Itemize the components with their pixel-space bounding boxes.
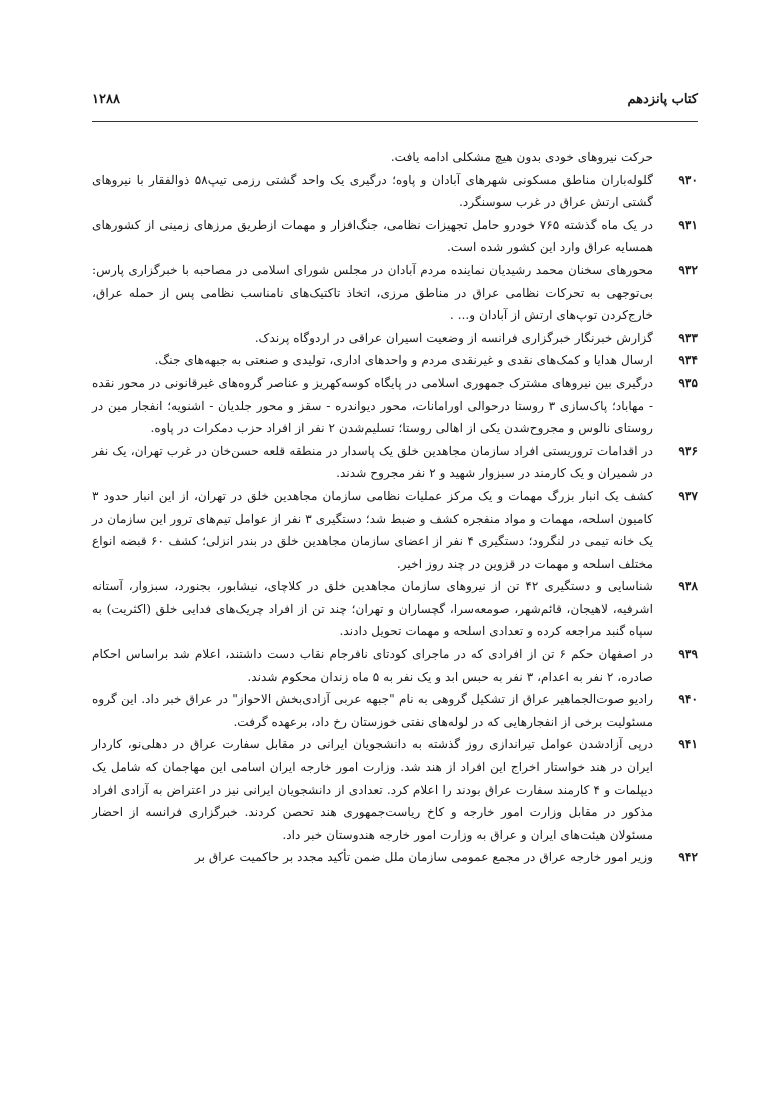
item-text: در یک ماه گذشته ۷۶۵ خودرو حامل تجهیزات نظامی، جنگ‌افزار و مهمات ازطریق مرزهای زمینی از کشورهای همسایه عراق وارد این کشور شده است. <box>92 217 654 255</box>
book-title: کتاب پانزدهم <box>627 92 698 107</box>
item-number: ۹۳۵ <box>678 375 698 390</box>
item-number: ۹۴۲ <box>678 850 698 865</box>
item-text: کشف یک انبار بزرگ مهمات و یک مرکز عملیات نظامی سازمان مجاهدین خلق در تهران، از این انبار حدود ۳ کامیون اسلحه، مهمات و مواد منفجره کشف و ضبط شد؛ دستگیری ۳ نفر از عوامل تیم‌های ترور این سازمان در یک خانه تیمی در لنگرود؛ دستگیری ۴ نفر از اعضای سازمان مجاهدین خلق در بندر انزلی؛ کشف ۶۰ قبضه انواع مختلف اسلحه و مهمات در قزوین در چند روز اخیر. <box>92 488 653 571</box>
item-text: درپی آزادشدن عوامل تیراندازی روز گذشته به دانشجویان ایرانی در مقابل سفارت عراق در دهلی‌نو، کاردار ایران در هند خواستار اخراج این افراد از هند شد. وزارت امور خارجه ایران اسامی این مهاجمان که شامل یک دیپلمات و ۴ کارمند سفارت عراق بودند را اعلام کرد. تعدادی از دانشجویان ایرانی نیز در اعتراض به آزادی افراد مذکور در مقابل وزارت امور خارجه و کاخ ریاست‌جمهوری هند تحصن کردند. خبرگزاری فرانسه از احضار مسئولان هیئت‌های ایران و عراق به وزارت امور خارجه هندوستان خبر داد. <box>92 737 653 842</box>
item-text: وزیر امور خارجه عراق در مجمع عمومی سازمان ملل ضمن تأکید مجدد بر حاکمیت عراق بر <box>194 850 653 865</box>
continued-paragraph: حرکت نیروهای خودی بدون هیچ مشکلی ادامه یافت. <box>390 150 653 164</box>
item-text: محورهای سخنان محمد رشیدیان نماینده مردم آبادان در مجلس شورای اسلامی در مصاحبه با خبرگزاری پارس: بی‌توجهی به تحرکات نظامی عراق در مناطق مرزی، اتخاذ تاکتیک‌های نامناسب نظامی پس از حمله عراق، خارج‌کردن توپ‌های ارتش از آبادان و... . <box>92 262 653 323</box>
list-item <box>92 327 698 350</box>
page-header <box>92 92 698 118</box>
list-item <box>92 349 698 372</box>
item-number: ۹۳۳ <box>678 330 698 345</box>
header-rule <box>92 121 698 122</box>
item-number: ۹۳۱ <box>678 217 698 232</box>
page-body <box>92 146 698 869</box>
item-text: گلوله‌باران مناطق مسکونی شهرهای آبادان و پاوه؛ درگیری یک واحد گشتی رزمی تیپ۵۸ ذوالفقار با نیروهای گشتی ارتش عراق در غرب سوسنگرد. <box>92 172 653 210</box>
page-number: ۱۲۸۸ <box>92 92 120 107</box>
list-item <box>92 643 698 688</box>
list-item <box>92 733 698 846</box>
item-number: ۹۳۸ <box>678 579 698 594</box>
list-item <box>92 259 698 327</box>
item-text: در اقدامات تروریستی افراد سازمان مجاهدین خلق یک پاسدار در منطقه قلعه حسن‌خان در غرب تهران، یک نفر در شمیران و یک کارمند در سبزوار شهید و ۲ نفر مجروح شدند. <box>92 443 653 481</box>
item-text: شناسایی و دستگیری ۴۲ تن از نیروهای سازمان مجاهدین خلق در کلاچای، نیشابور، بجنورد، سبزوار، آستانه اشرفیه، لاهیجان، قائم‌شهر، صومعه‌سرا، گچساران و تهران؛ چند تن از افراد چریک‌های فدایی خلق (اکثریت) به سپاه گنبد مراجعه کرده و تعدادی اسلحه و مهمات تحویل دادند. <box>92 579 653 639</box>
item-text: رادیو صوت‌الجماهیر عراق از تشکیل گروهی به نام "جبهه عربی آزادی‌بخش الاحواز" در عراق خبر داد. این گروه مسئولیت برخی از انفجارهایی که در لوله‌های نفتی خوزستان رخ داد، برعهده گرفت. <box>92 692 653 729</box>
item-text: گزارش خبرنگار خبرگزاری فرانسه از وضعیت اسیران عراقی در اردوگاه پرندک. <box>254 330 653 345</box>
list-item <box>92 688 698 733</box>
item-number: ۹۳۲ <box>678 262 698 277</box>
item-number: ۹۴۰ <box>678 692 698 707</box>
list-item <box>92 214 698 259</box>
list-item <box>92 169 698 214</box>
list-item <box>92 485 698 575</box>
item-number: ۹۳۹ <box>678 647 698 662</box>
item-number: ۹۳۷ <box>678 488 698 503</box>
item-number: ۹۳۶ <box>678 443 698 458</box>
item-number: ۹۳۰ <box>678 172 698 187</box>
item-number: ۹۳۴ <box>678 353 698 368</box>
list-item <box>92 575 698 643</box>
item-number: ۹۴۱ <box>678 737 698 752</box>
item-text: در اصفهان حکم ۶ تن از افرادی که در ماجرای کودتای نافرجام نقاب دست داشتند، اعلام شد براساس احکام صادره، ۲ نفر به اعدام، ۳ نفر به حبس ابد و یک نفر به ۵ ماه زندان محکوم شدند. <box>92 647 653 684</box>
list-item <box>92 372 698 440</box>
item-text: ارسال هدایا و کمک‌های نقدی و غیرنقدی مردم و واحدهای اداری، تولیدی و صنعتی به جبهه‌های جنگ. <box>154 353 653 368</box>
list-item <box>92 846 698 869</box>
list-item <box>92 440 698 485</box>
item-text: درگیری بین نیروهای مشترک جمهوری اسلامی در پایگاه کوسه‌کهریز و عناصر گروه‌های غیرقانونی در محور نقده - مهاباد؛ پاک‌سازی ۳ روستا درحوالی اورامانات، محور دیواندره - سقز و محور جلدیان - اشنویه؛ انفجار مین در روستای نالوس و مجروح‌شدن یکی از اهالی روستا؛ تسلیم‌شدن ۲ نفر از افراد حزب دمکرات در پاوه. <box>92 375 653 436</box>
